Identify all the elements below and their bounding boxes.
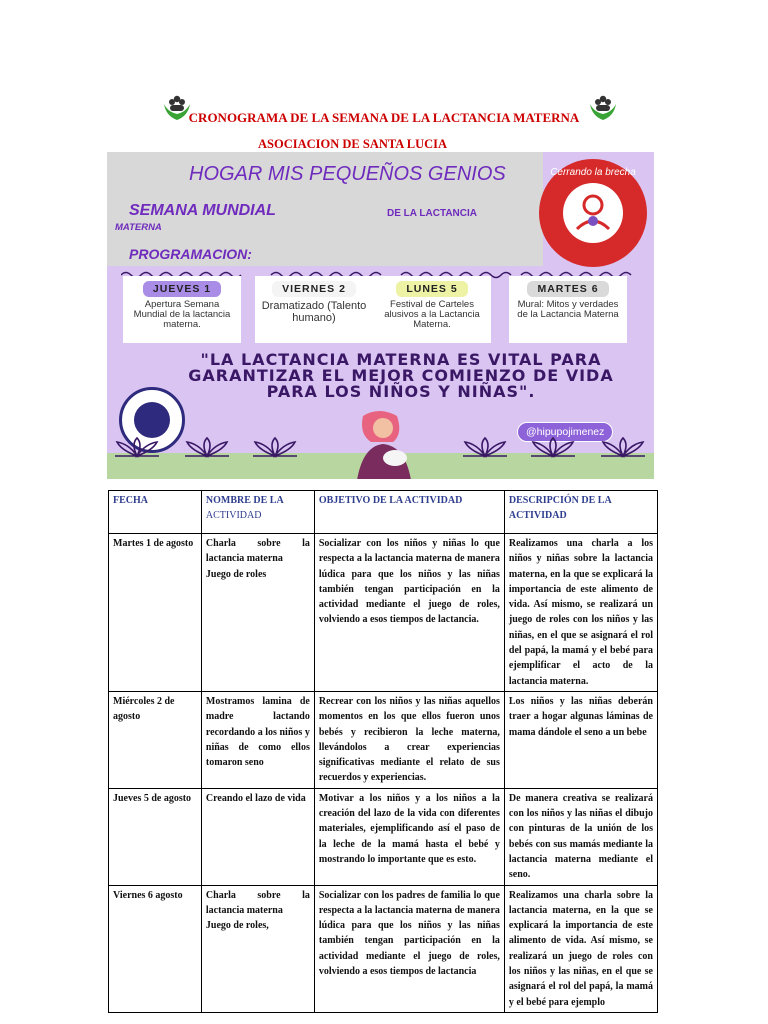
day-tag: MARTES 6 <box>527 281 608 297</box>
lotus-icon <box>527 436 579 458</box>
program-banner <box>107 152 654 479</box>
programacion-label: PROGRAMACION: <box>129 246 252 262</box>
day-card-viernes <box>255 276 373 343</box>
cell-nombre-extra: Juego de roles <box>205 568 267 580</box>
header-nombre-line2: ACTIVIDAD <box>205 510 262 522</box>
table-row <box>109 788 658 885</box>
cell-objetivo: Socializar con los niños y niñas lo que respecta a la lactancia materna de manera lúdica para que los niños y las niñas también tengan participación en la actividad mediante el juego de roles, volviendo a esos tiempos de lactancia. <box>314 534 504 692</box>
cell-objetivo: Motivar a los niños y a los niños a la creación del lazo de la vida con diferentes materiales, ejemplificando así el paso de la leche de la mamá hasta el bebé y mostrando lo importante que es esto. <box>314 788 504 885</box>
header-nombre-line1: NOMBRE DE LA <box>205 495 284 506</box>
brecha-text: Cerrando la brecha <box>550 167 636 178</box>
lotus-icon <box>181 436 233 458</box>
table-row <box>109 691 658 788</box>
cell-nombre <box>201 885 314 1012</box>
semana-mundial-label: SEMANA MUNDIAL <box>129 202 276 219</box>
day-card-martes <box>509 276 627 343</box>
cerrando-brecha-logo <box>539 159 647 267</box>
day-desc: Dramatizado (Talento humano) <box>261 300 367 324</box>
day-card-jueves <box>123 276 241 343</box>
header-objetivo: OBJETIVO DE LA ACTIVIDAD <box>314 491 504 534</box>
lotus-icon <box>597 436 649 458</box>
hands-logo-icon <box>588 94 618 122</box>
cell-nombre-extra: Juego de roles, <box>205 920 269 932</box>
banner-header-box <box>107 152 543 266</box>
cell-descripcion: Realizamos una charla sobre la lactancia materna, en la que se explicará la importancia de este alimento de vida. Así mismo, se realizará un juego de roles con los niños y las niñas, en el que se asignará el rol del papá, la mamá y el bebé para ejemplo <box>504 885 657 1012</box>
mother-baby-icon <box>563 183 623 243</box>
day-tag: JUEVES 1 <box>143 281 221 297</box>
cell-nombre: Creando el lazo de vida <box>201 788 314 885</box>
lotus-icon <box>111 436 163 458</box>
lotus-icon <box>459 436 511 458</box>
document-title: CRONOGRAMA DE LA SEMANA DE LA LACTANCIA MATERNA <box>188 110 580 125</box>
hogar-name: HOGAR MIS PEQUEÑOS GENIOS <box>189 163 506 185</box>
day-desc: Apertura Semana Mundial de la lactancia materna. <box>133 299 231 330</box>
document-subtitle: ASOCIACION DE SANTA LUCIA <box>258 137 448 151</box>
cell-fecha: Viernes 6 agosto <box>109 885 202 1012</box>
cell-descripcion: De manera creativa se realizará con los niños y las niñas el dibujo con pinturas de la unión de los bebés con sus mamás mediante la lactancia materna mediante el seno. <box>504 788 657 885</box>
day-desc: Festival de Carteles alusivos a la Lactancia Materna. <box>384 299 480 330</box>
lotus-icon <box>249 436 301 458</box>
cell-objetivo: Recrear con los niños y las niñas aquellos momentos en los que ellos fueron unos bebés y recibieron la leche materna, llevándolos a crear experiencias significativas mediante el relato de sus recuerdos y experiencias. <box>314 691 504 788</box>
cell-fecha: Martes 1 de agosto <box>109 534 202 692</box>
de-la-lactancia-label: DE LA LACTANCIA <box>387 208 477 219</box>
cell-nombre: Mostramos lamina de madre lactando recordando a los niños y niñas de como ellos tomaron seno <box>201 691 314 788</box>
table-header-row <box>109 491 658 534</box>
day-tag: LUNES 5 <box>396 281 467 297</box>
cell-objetivo: Socializar con los padres de familia lo que respecta a la lactancia materna de manera lúdica para que los niños y las niñas también tengan participación en la actividad mediante el juego de roles, volviendo a esos tiempos de lactancia <box>314 885 504 1012</box>
schedule-table <box>108 490 658 1013</box>
cell-descripcion: Realizamos una charla a los niños y niñas sobre la lactancia materna, en la que se explicará la importancia de este alimento de vida. Así mismo, se realizará un juego de roles con los niños y las niñas, en el que se asignará el rol del papá, la mamá y el bebé para ejemplificar el acto de la lactancia materna. <box>504 534 657 692</box>
header-nombre <box>201 491 314 534</box>
materna-label: MATERNA <box>115 222 162 233</box>
cell-fecha: Miércoles 2 de agosto <box>109 691 202 788</box>
banner-quote: "LA LACTANCIA MATERNA ES VITAL PARA GARANTIZAR EL MEJOR COMIENZO DE VIDA PARA LOS NIÑOS Y NIÑAS". <box>188 350 614 401</box>
day-tag: VIERNES 2 <box>272 281 356 297</box>
header-fecha: FECHA <box>109 491 202 534</box>
cell-nombre-text: Charla sobre la lactancia materna <box>205 889 310 916</box>
day-desc: Mural: Mitos y verdades de la Lactancia Materna <box>517 299 619 320</box>
social-handle: @hipupojimenez <box>517 422 613 442</box>
table-row <box>109 534 658 692</box>
table-row <box>109 885 658 1012</box>
cell-descripcion: Los niños y las niñas deberán traer a hogar algunas láminas de mama dándole el seno a un bebe <box>504 691 657 788</box>
cell-nombre <box>201 534 314 692</box>
cell-nombre-text: Charla sobre la lactancia materna <box>205 538 310 565</box>
day-card-lunes <box>373 276 491 343</box>
breastfeeding-mother-icon <box>343 406 425 479</box>
cell-fecha: Jueves 5 de agosto <box>109 788 202 885</box>
header-descripcion: DESCRIPCIÓN DE LA ACTIVIDAD <box>504 491 657 534</box>
